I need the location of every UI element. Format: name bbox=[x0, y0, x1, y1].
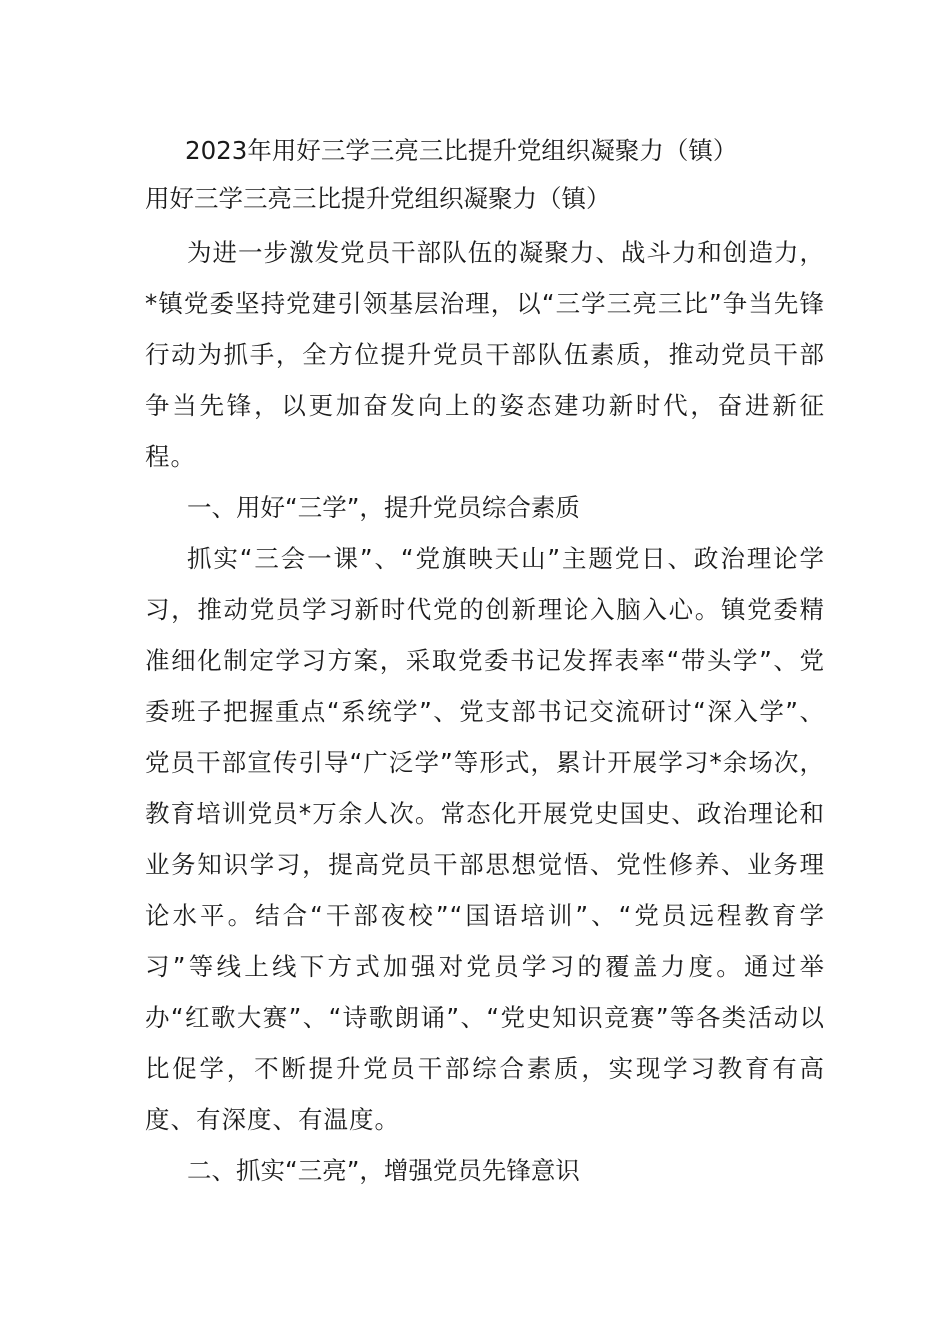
section-2-heading: 二、抓实“三亮”，增强党员先锋意识 bbox=[187, 1156, 580, 1185]
document-body bbox=[145, 127, 825, 1196]
section-1-heading: 一、用好“三学”，提升党员综合素质 bbox=[187, 493, 580, 522]
intro-paragraph: 为进一步激发党员干部队伍的凝聚力、战斗力和创造力，*镇党委坚持党建引领基层治理，以“三学三亮三比”争当先锋行动为抓手，全方位提升党员干部队伍素质，推动党员干部争当先锋，以更加奋发向上的姿态建功新时代，奋进新征程。 bbox=[145, 238, 825, 471]
section-1-paragraph: 抓实“三会一课”、“党旗映天山”主题党日、政治理论学习，推动党员学习新时代党的创新理论入脑入心。镇党委精准细化制定学习方案，采取党委书记发挥表率“带头学”、党委班子把握重点“系统学”、党支部书记交流研讨“深入学”、党员干部宣传引导“广泛学”等形式，累计开展学习*余场次，教育培训党员*万余人次。常态化开展党史国史、政治理论和业务知识学习，提高党员干部思想觉悟、党性修养、业务理论水平。结合“干部夜校”“国语培训”、“党员远程教育学习”等线上线下方式加强对党员学习的覆盖力度。通过举办“红歌大赛”、“诗歌朗诵”、“党史知识竞赛”等各类活动以比促学，不断提升党员干部综合素质，实现学习教育有高度、有深度、有温度。 bbox=[145, 544, 825, 1134]
document-title: 2023年用好三学三亮三比提升党组织凝聚力（镇） bbox=[185, 136, 738, 165]
document-subtitle: 用好三学三亮三比提升党组织凝聚力（镇） bbox=[145, 184, 611, 213]
